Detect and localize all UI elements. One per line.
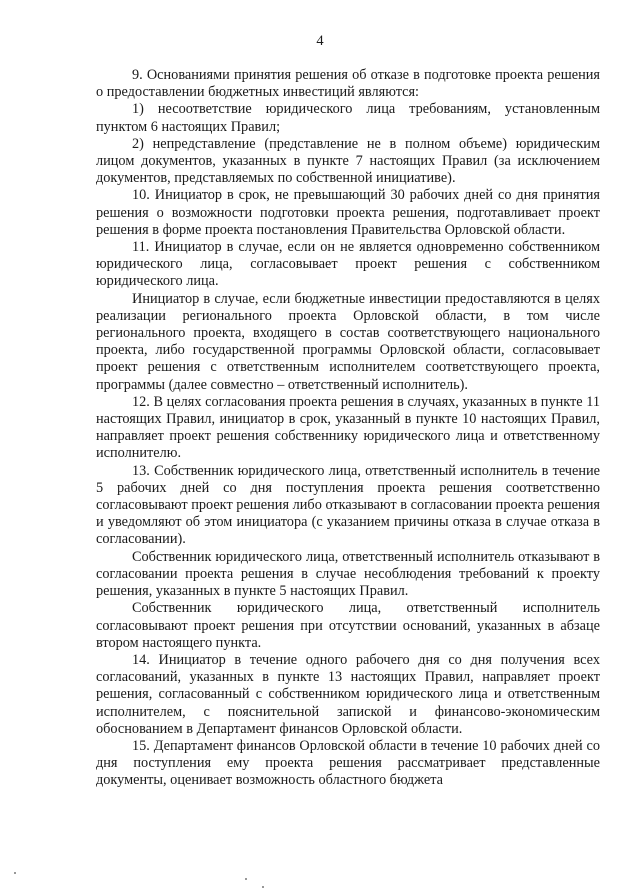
paragraph-11-part-2: Инициатор в случае, если бюджетные инвестиции предоставляются в целях реализации регионального проекта Орловской области, в том числе регионального проекта, входящего в состав соответствующего национального проекта, либо государственной программы Орловской области, согласовывает проект решения с ответственным исполнителем соответствующего проекта, программы (далее совместно – ответственный исполнитель). xyxy=(96,290,600,393)
paragraph-9: 9. Основаниями принятия решения об отказе в подготовке проекта решения о предоставлении бюджетных инвестиций являются: xyxy=(96,67,600,101)
scan-speck xyxy=(262,886,264,888)
scan-speck xyxy=(14,872,16,874)
document-body xyxy=(96,67,600,790)
scan-speck xyxy=(245,878,247,880)
paragraph-9-item-2: 2) непредставление (представление не в полном объеме) юридическим лицом документов, указанных в пункте 7 настоящих Правил (за исключением документов, представляемых по собственной инициативе). xyxy=(96,135,600,187)
paragraph-14: 14. Инициатор в течение одного рабочего дня со дня получения всех согласований, указанных в пункте 13 настоящих Правил, направляет проект решения, согласованный с собственником юридического лица и ответственным исполнителем, с пояснительной запиской и финансово-экономическим обоснованием в Департамент финансов Орловской области. xyxy=(96,651,600,737)
paragraph-12: 12. В целях согласования проекта решения в случаях, указанных в пункте 11 настоящих Правил, инициатор в срок, указанный в пункте 10 настоящих Правил, направляет проект решения собственнику юридического лица и ответственному исполнителю. xyxy=(96,393,600,462)
paragraph-13-part-3: Собственник юридического лица, ответственный исполнитель согласовывают проект решения при отсутствии оснований, указанных в абзаце втором настоящего пункта. xyxy=(96,600,600,651)
paragraph-10: 10. Инициатор в срок, не превышающий 30 рабочих дней со дня принятия решения о возможности подготовки проекта решения, подготавливает проект решения в форме проекта постановления Правительства Орловской области. xyxy=(96,187,600,238)
paragraph-15: 15. Департамент финансов Орловской области в течение 10 рабочих дней со дня поступления ему проекта решения рассматривает представленные документы, оценивает возможность областного бюджета xyxy=(96,737,600,789)
paragraph-13-part-2: Собственник юридического лица, ответственный исполнитель отказывают в согласовании проекта решения в случае несоблюдения требований к проекту решения, указанных в пункте 5 настоящих Правил. xyxy=(96,548,600,600)
page-number: 4 xyxy=(316,33,324,49)
paragraph-9-item-1: 1) несоответствие юридического лица требованиям, установленным пунктом 6 настоящих Правил; xyxy=(96,101,600,135)
paragraph-11: 11. Инициатор в случае, если он не является одновременно собственником юридического лица, согласовывает проект решения с собственником юридического лица. xyxy=(96,239,600,290)
paragraph-13: 13. Собственник юридического лица, ответственный исполнитель в течение 5 рабочих дней со дня поступления проекта решения соответственно согласовывают проект решения либо отказывают в согласовании проекта решения и уведомляют об этом инициатора (с указанием причины отказа в случае отказа в согласовании). xyxy=(96,462,600,548)
